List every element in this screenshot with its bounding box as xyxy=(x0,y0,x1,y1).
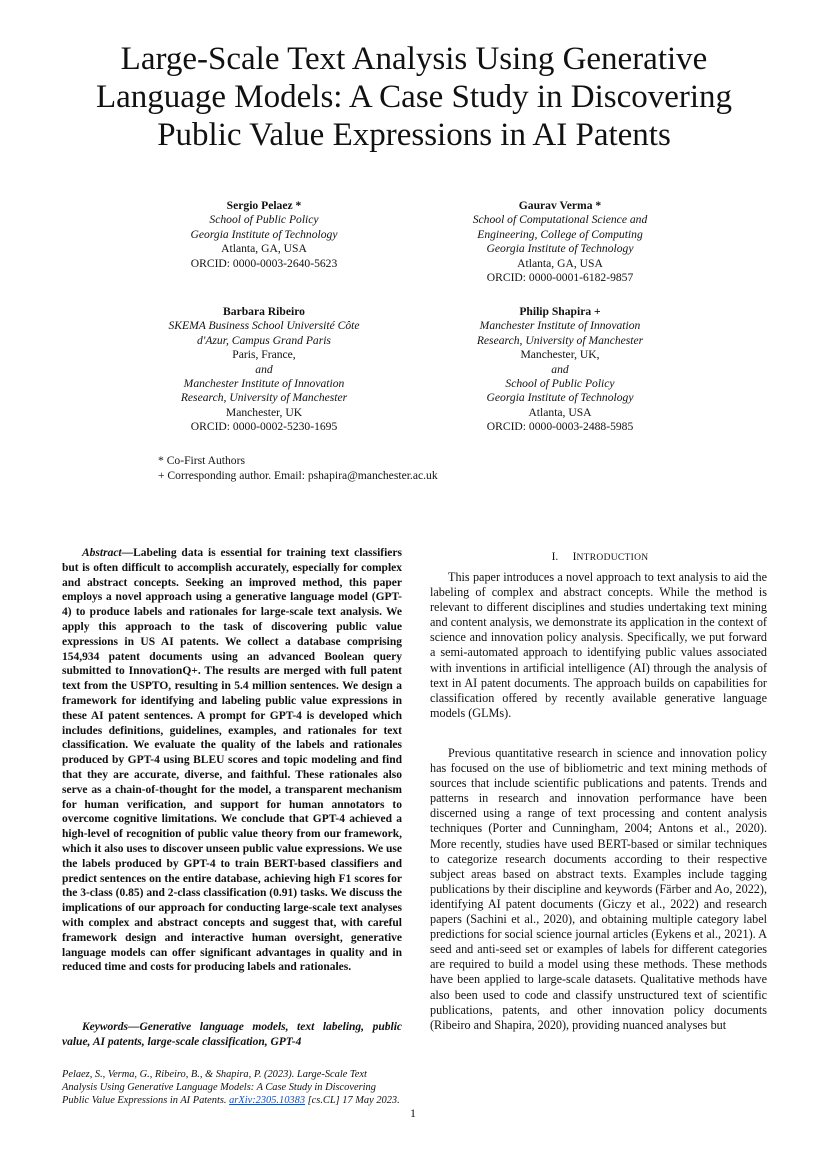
author-name: Gaurav Verma * xyxy=(518,199,602,212)
author-orcid: ORCID: 0000-0002-5230-1695 xyxy=(190,420,338,434)
author-location: Paris, France, xyxy=(232,348,296,362)
author-orcid: ORCID: 0000-0001-6182-9857 xyxy=(486,271,634,285)
author-name: Sergio Pelaez * xyxy=(226,199,302,212)
author-location: Atlanta, GA, USA xyxy=(221,242,307,256)
author-affiliation: School of Public Policy xyxy=(209,213,319,227)
author-affiliation: School of Public Policy xyxy=(505,377,615,391)
paper-title xyxy=(0,40,828,154)
author-location: Atlanta, USA xyxy=(528,405,592,419)
author-block-verma xyxy=(430,199,690,285)
author-location: Manchester, UK, xyxy=(520,348,600,362)
author-affiliation: Research, University of Manchester xyxy=(476,333,644,347)
author-affiliation: Georgia Institute of Technology xyxy=(190,227,338,241)
author-name: Barbara Ribeiro xyxy=(223,305,305,318)
author-affiliation: Research, University of Manchester xyxy=(180,391,348,405)
section-heading-first: I xyxy=(572,551,577,563)
abstract xyxy=(62,546,402,975)
author-block-pelaez xyxy=(134,199,394,271)
cofirst-note: * Co-First Authors xyxy=(158,454,245,467)
author-location: Manchester, UK xyxy=(225,405,303,419)
citation-text: Pelaez, S., Verma, G., Ribeiro, B., & Shapira, P. (2023). Large-Scale Text Analysis Using Generative Language Models: A Case Study in Discovering Public Value Expressions in AI Patents. xyxy=(62,1069,376,1107)
citation-footnote xyxy=(62,1068,402,1108)
author-notes xyxy=(158,453,438,483)
abstract-label: Abstract xyxy=(82,547,122,559)
page-number: 1 xyxy=(410,1106,416,1120)
intro-paragraph-1: This paper introduces a novel approach to text analysis to aid the labeling of complex and abstract concepts. While the method is relevant to different disciplines and studies undertaking text mining and content analysis, we demonstrate its application in the context of science and innovation policy analysis. Specifically, we put forward a semi-automated approach to identifying public values associated with inventions in artificial intelligence (AI) through the analysis of text in AI patent documents. The approach builds on capabilities for classification offered by recently available generative language models (GLMs). xyxy=(430,570,767,720)
keywords-dash: — xyxy=(128,1021,140,1033)
arxiv-link[interactable]: arXiv:2305.10383 xyxy=(229,1095,306,1107)
author-affiliation: Engineering, College of Computing xyxy=(477,227,643,241)
author-affiliation: Georgia Institute of Technology xyxy=(486,391,634,405)
section-heading xyxy=(430,550,770,565)
author-orcid: ORCID: 0000-0003-2640-5623 xyxy=(190,256,338,270)
title-line: Public Value Expressions in AI Patents xyxy=(157,117,671,153)
citation-tail: [cs.CL] 17 May 2023. xyxy=(307,1095,400,1107)
author-affiliation: Georgia Institute of Technology xyxy=(486,242,634,256)
keywords-text: Generative language models, text labeling, public value, AI patents, large-scale classification, GPT-4 xyxy=(62,1021,402,1048)
author-and: and xyxy=(255,362,273,376)
keywords-label: Keywords xyxy=(82,1021,128,1033)
author-affiliation: SKEMA Business School Université Côte xyxy=(168,319,360,333)
section-numeral: I. xyxy=(551,551,559,563)
intro-paragraph-2: Previous quantitative research in science and innovation policy has focused on the use of bibliometric and text mining methods of sources that include scientific publications and patents. Trends and patterns in research and innovation performance have been discerned using a range of text processing and content analysis techniques (Porter and Cunningham, 2004; Antons et al., 2020). More recently, studies have used BERT-based or similar techniques to categorize research documents according to their respective subject areas based on abstract texts. Examples include tagging publications by their discipline and keywords (Färber and Ao, 2022), identifying AI patent documents (Giczy et al., 2022) and research papers (Sachini et al., 2020), and obtaining multiple category label predictions for social science journal articles (Eykens et al., 2021). A seed and anti-seed set or examples of labels for different categories are required to build a model using these methods. These methods have been applied to large-scale datasets. Qualitative methods have also been used to code and classify unstructured text of scientific publications, patents, and other innovation policy documents (Ribeiro and Shapira, 2020), providing nuanced analyses but xyxy=(430,746,767,1032)
author-affiliation: Manchester Institute of Innovation xyxy=(479,319,641,333)
author-orcid: ORCID: 0000-0003-2488-5985 xyxy=(486,420,634,434)
abstract-dash: — xyxy=(121,547,134,559)
author-location: Atlanta, GA, USA xyxy=(517,256,603,270)
section-heading-rest: NTRODUCTION xyxy=(576,553,649,563)
author-affiliation: School of Computational Science and xyxy=(472,213,648,227)
author-affiliation: d'Azur, Campus Grand Paris xyxy=(197,333,331,347)
keywords xyxy=(62,1020,402,1050)
title-line: Large-Scale Text Analysis Using Generative xyxy=(120,41,708,77)
abstract-text: Labeling data is essential for training text classifiers but is often difficult to accomplish accurately, especially for complex and abstract concepts. Seeking an improved method, this paper employs a novel approach using a generative language model (GPT-4) to produce labels and rationales for large-scale text analysis. We apply this approach to the task of discovering public value expressions in US AI patents. We collect a database comprising 154,934 patent documents using an advanced Boolean query submitted to InnovationQ+. The results are merged with full patent text from the USPTO, resulting in 5.4 million sentences. We design a framework for identifying and labeling public value expressions in these AI patent sentences. A prompt for GPT-4 is developed which includes definitions, guidelines, examples, and rationales for text classification. We evaluate the quality of the labels and rationales produced by GPT-4 using BLEU scores and topic modeling and find that they are accurate, diverse, and faithful. These rationales also serve as a chain-of-thought for the model, a transparent mechanism for human verification, and support for human annotators to overcome cognitive limitations. We conclude that GPT-4 achieved a high-level of recognition of public value theory from our framework, which it also uses to discover unseen public value expressions. We use the labels produced by GPT-4 to train BERT-based classifiers and predict sentences on the entire database, achieving high F1 scores for the 3-class (0.85) and 2-class classification (0.91) tasks. We discuss the implications of our approach for conducting large-scale text analyses with complex and abstract concepts and suggest that, with careful framework design and interactive human oversight, generative language models can offer significant advantages in quality and in reduced time and costs for producing labels and rationales. xyxy=(62,547,403,974)
author-and: and xyxy=(551,362,569,376)
author-block-ribeiro xyxy=(134,305,394,435)
author-name: Philip Shapira + xyxy=(519,305,601,318)
title-line: Language Models: A Case Study in Discovering xyxy=(95,79,733,115)
corresponding-note: + Corresponding author. Email: pshapira@manchester.ac.uk xyxy=(158,469,438,482)
author-affiliation: Manchester Institute of Innovation xyxy=(183,377,345,391)
author-block-shapira xyxy=(430,305,690,435)
